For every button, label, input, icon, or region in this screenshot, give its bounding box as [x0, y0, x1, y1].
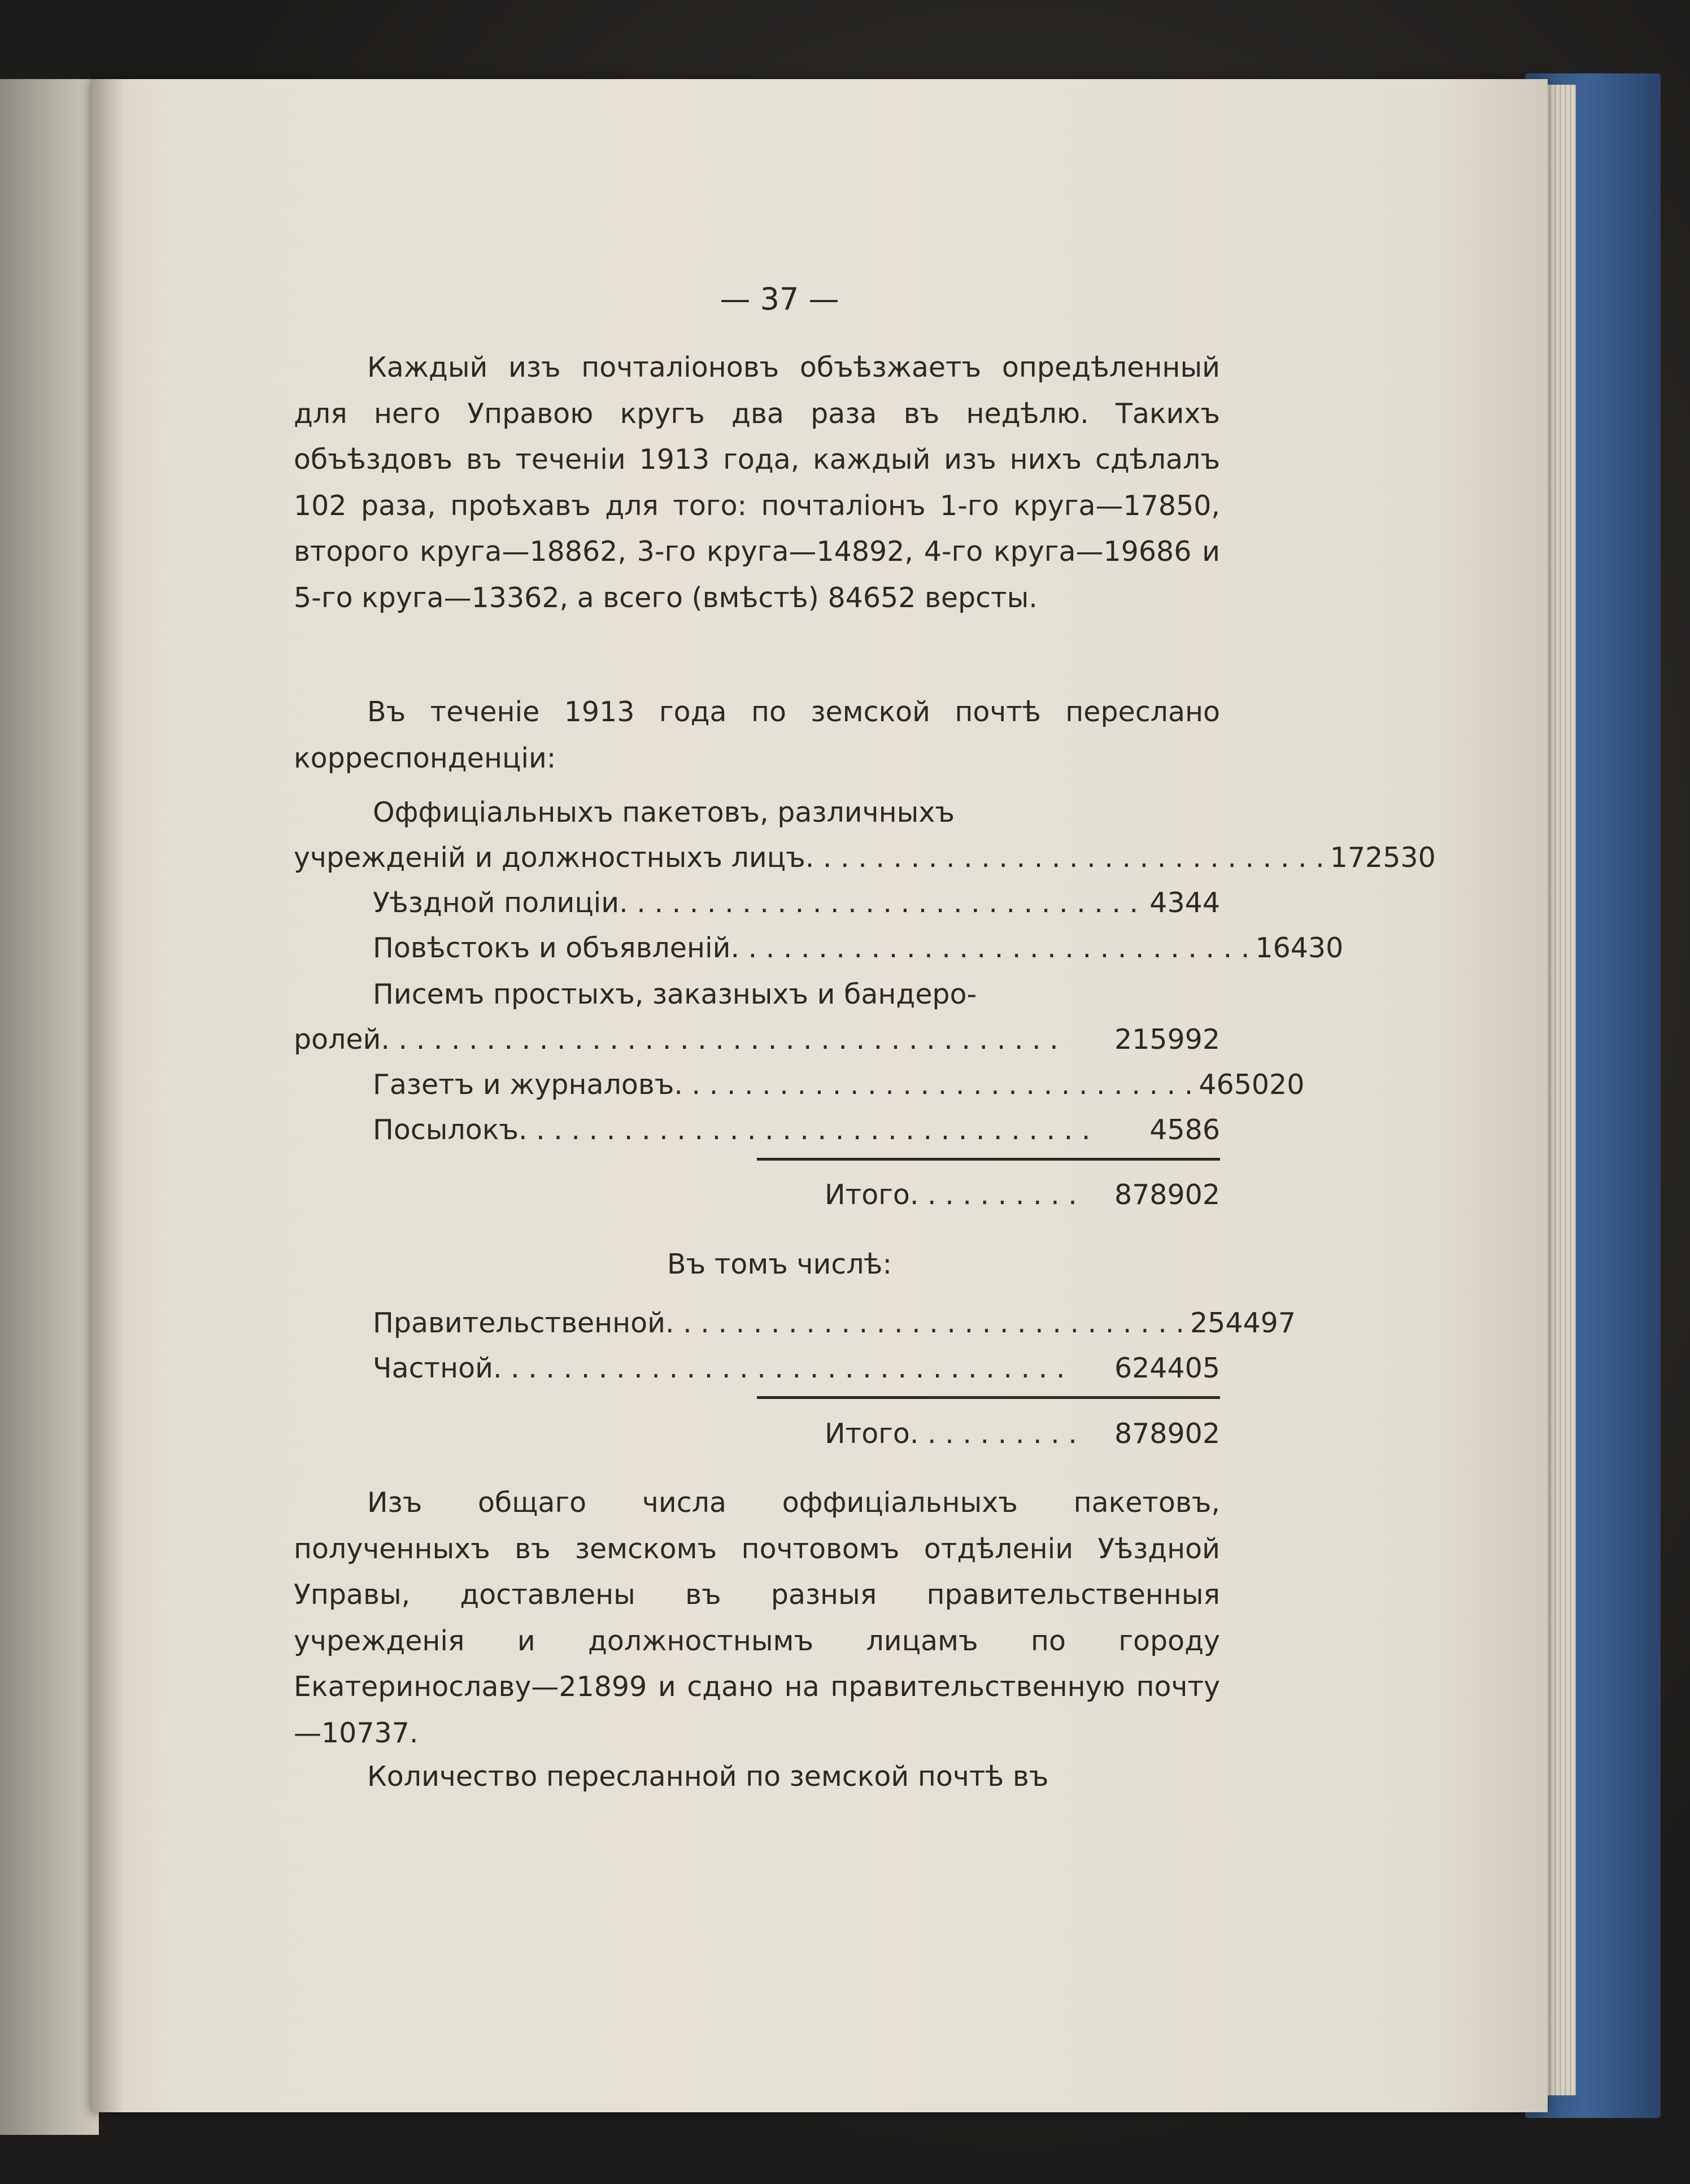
page-gutter-shadow — [90, 79, 124, 2112]
row-value: 16430 — [1255, 932, 1344, 964]
row-value: 172530 — [1330, 842, 1436, 874]
row-value: 215992 — [1114, 1023, 1220, 1056]
leader-dots: . . . . . . . . . . . . . . . . . . . . . . . . . . . . . . — [805, 842, 1325, 874]
row-label: Газетъ и журналовъ — [373, 1069, 674, 1101]
row-value: 465020 — [1199, 1069, 1305, 1101]
total-label: Итого — [825, 1418, 910, 1450]
row-value: 254497 — [1190, 1307, 1296, 1339]
table-row — [294, 790, 1220, 835]
total-value: 878902 — [1114, 1418, 1220, 1450]
table-row — [294, 1107, 1220, 1153]
table-total-row — [825, 1411, 1220, 1457]
row-value: 624405 — [1114, 1352, 1220, 1384]
table-row — [294, 925, 1344, 971]
left-page-edge — [0, 79, 99, 2135]
leader-dots: . . . . . . . . . . . . . . . . . . . . . . . . . . . . . . . . . — [493, 1352, 1065, 1384]
row-value: 4344 — [1149, 887, 1220, 919]
row-label: Правительственной — [373, 1307, 665, 1339]
table-row — [294, 1345, 1220, 1391]
paragraph-official-packets: Изъ общаго числа оффиціальныхъ пакетовъ, полученныхъ въ земскомъ почтовомъ отдѣленіи Уѣздной Управы, доставлены въ разныя правительственныя учрежденія и должностнымъ лицамъ по городу Екатеринославу—21899 и сдано на правительственную почту—10737. — [294, 1486, 1220, 1749]
row-label: Посылокъ — [373, 1114, 519, 1146]
leader-dots: . . . . . . . . . . — [909, 1418, 1077, 1450]
row-value: 4586 — [1149, 1114, 1220, 1146]
leader-dots: . . . . . . . . . . — [909, 1179, 1077, 1211]
leader-dots: . . . . . . . . . . . . . . . . . . . . . . . . . . . . . . — [674, 1069, 1194, 1101]
row-label: Уѣздной полиціи — [373, 887, 620, 919]
row-label: Писемъ простыхъ, заказныхъ и бандеро- — [373, 978, 977, 1010]
table-row — [294, 880, 1220, 926]
table-row — [294, 835, 1436, 880]
table-row — [294, 1017, 1220, 1062]
row-label: Оффиціальныхъ пакетовъ, различныхъ — [373, 796, 955, 829]
page-number: — 37 — — [720, 281, 839, 317]
leader-dots: . . . . . . . . . . . . . . . . . . . . . . . . . . . . . . — [619, 887, 1139, 919]
paragraph-couriers: Каждый изъ почталіоновъ объѣзжаетъ опредѣленный для него Управою кругъ два раза въ недѣлю. Такихъ объѣздовъ въ теченіи 1913 года, каждый изъ нихъ сдѣлалъ 102 раза, проѣхавъ для того: почталіонъ 1-го круга—17850, второго круга—18862, 3-го круга—14892, 4-го круга—19686 и 5-го круга—13362, а всего (вмѣстѣ) 84652 версты. — [294, 351, 1220, 614]
total-rule — [757, 1158, 1220, 1161]
leader-dots: . . . . . . . . . . . . . . . . . . . . . . . . . . . . . . — [665, 1307, 1184, 1339]
subheading: Въ томъ числѣ: — [667, 1248, 892, 1280]
leader-dots: . . . . . . . . . . . . . . . . . . . . . . . . . . . . . . — [730, 932, 1250, 964]
leader-dots: . . . . . . . . . . . . . . . . . . . . . . . . . . . . . . . . . . . . . . . — [381, 1023, 1059, 1056]
table-row — [294, 971, 1220, 1017]
leader-dots: . . . . . . . . . . . . . . . . . . . . . . . . . . . . . . . . . — [518, 1114, 1091, 1146]
table-row — [294, 1062, 1305, 1108]
row-label: Частной — [373, 1352, 493, 1384]
row-label: Повѣстокъ и объявленій — [373, 932, 731, 964]
row-label: учрежденій и должностныхъ лицъ — [294, 842, 805, 874]
table-total-row — [825, 1172, 1220, 1218]
total-rule — [757, 1396, 1220, 1399]
table-row — [294, 1300, 1296, 1346]
paragraph-correspondence-intro: Въ теченіе 1913 года по земской почтѣ переслано корреспонденціи: — [294, 696, 1220, 774]
total-value: 878902 — [1114, 1179, 1220, 1211]
paragraph-quantity: Количество пересланной по земской почтѣ въ — [367, 1760, 1049, 1793]
row-label: ролей — [294, 1023, 381, 1056]
total-label: Итого — [825, 1179, 910, 1211]
